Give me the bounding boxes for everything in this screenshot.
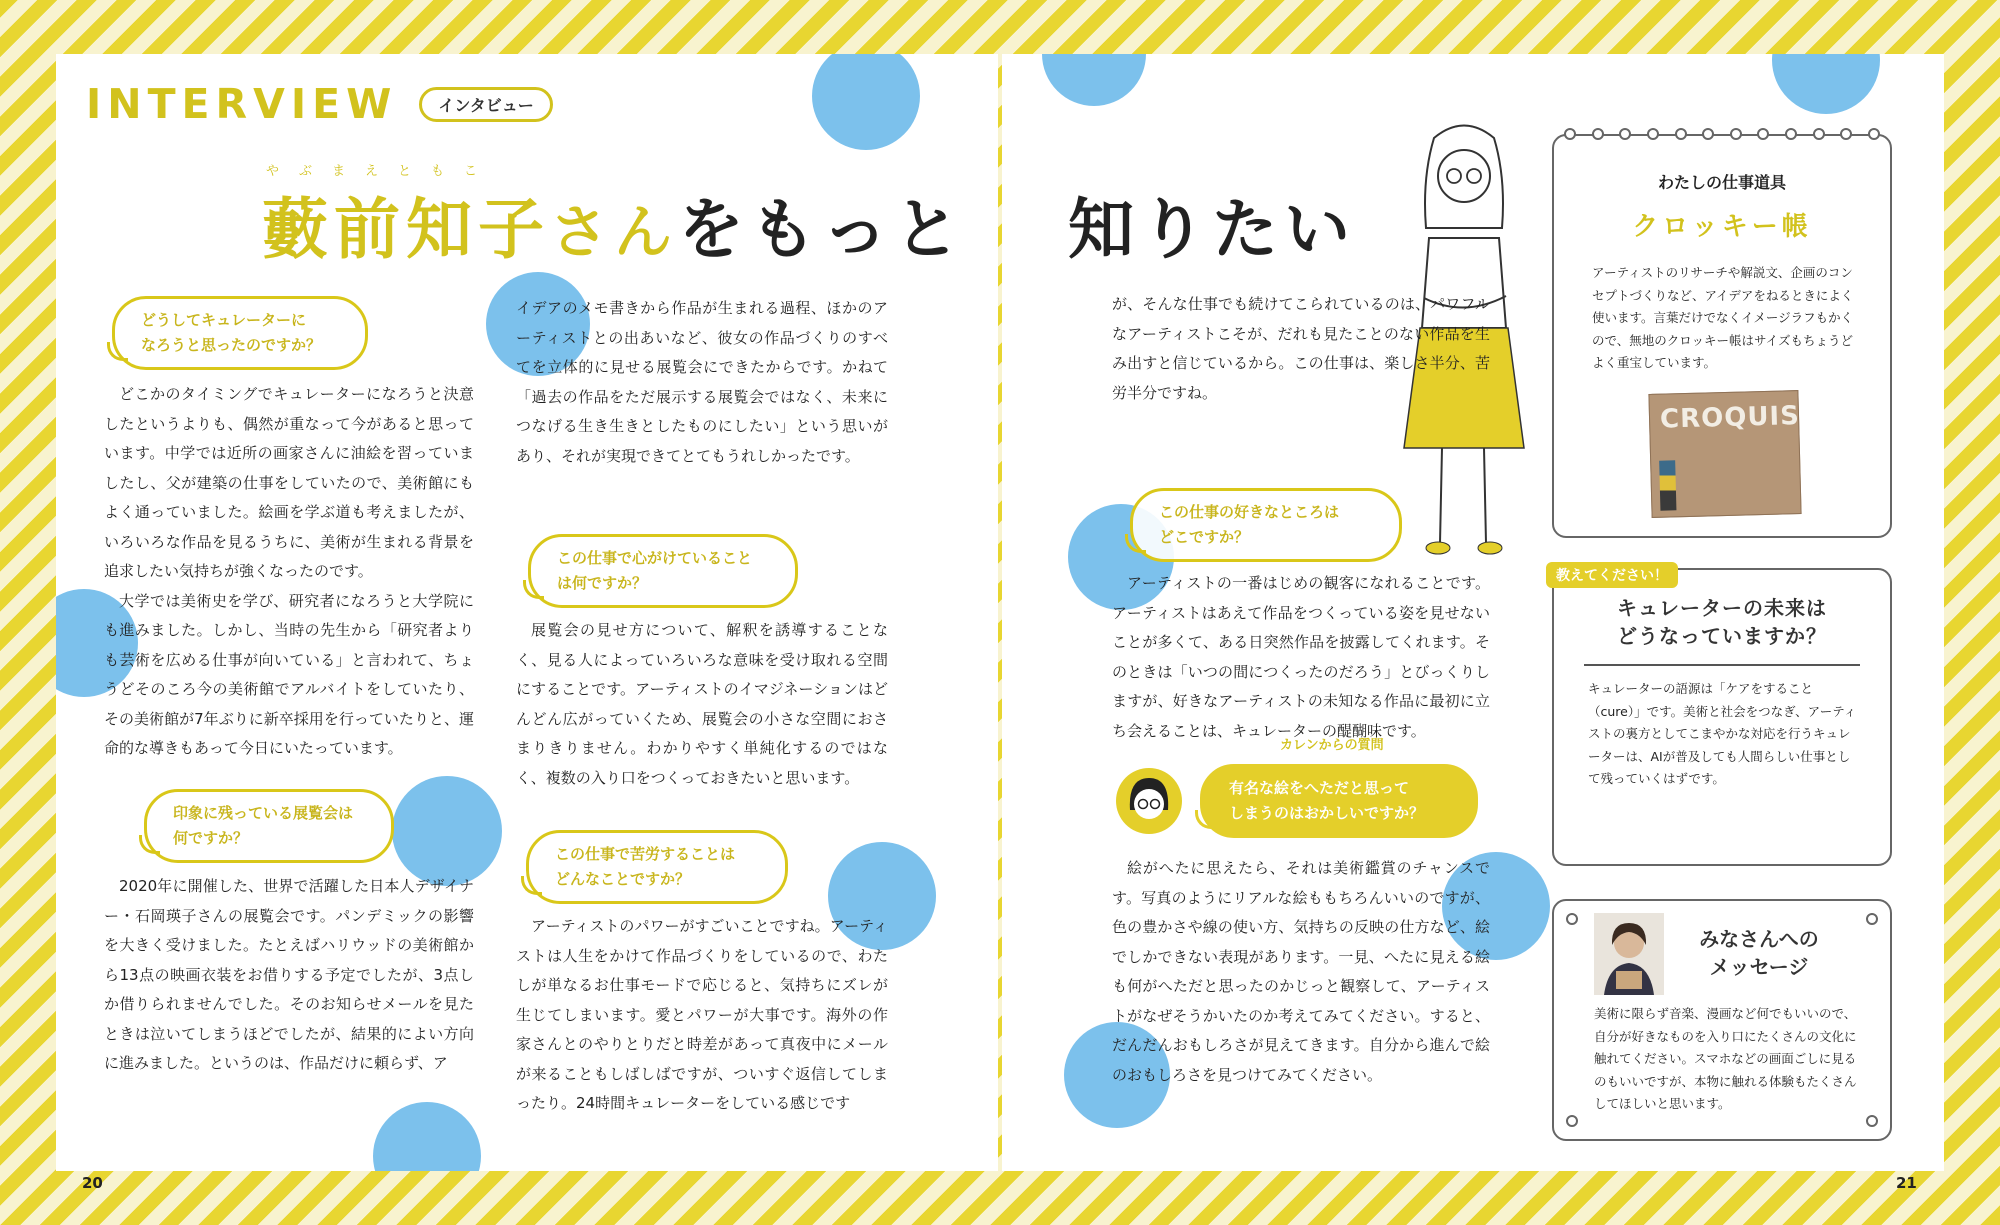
title-rest: をもっと [678, 191, 967, 268]
answer-6: 絵がへたに思えたら、それは美術鑑賞のチャンスです。写真のようにリアルな絵ももちろんいいのですが、色の豊かさや線の使い方、気持ちの反映の仕方など、絵でしかできない表現があります。一見、へたに見える絵も何がへただと思ったのかじっと観察して、アーティストがなぜそうかいたのか考えてみてください。すると、だんだんおもしろさが見えてきます。自分から進んで絵のおもしろさを見つけてみてください。 [1112, 859, 1490, 1084]
title-ruby: やぶまえともこ [266, 164, 498, 179]
tool-box-subtitle: わたしの仕事道具 [1657, 173, 1786, 192]
answer-1: どこかのタイミングでキュレーターになろうと決意したというよりも、偶然が重なって今があると思っています。中学では近所の画家さんに油絵を習っていましたし、父が建築の仕事をしていたので、美術館にもよく通っていました。絵画を学ぶ道も考えましたが、いろいろな作品を見るうちに、美術が生まれる背景を追求したい気持ちが強くなったのです。 大学では美術史を学び、研究者になろうと大学院にも進みました。しかし、当時の先生から「研究者よりも芸術を広める仕事が向いている」と言われて、ちょうどそのころ今の美術館でアルバイトをしていたり、その美術館が7年ぶりに新卒採用を行っていたりと、運命的な導きもあって今日にいたっています。 [104, 385, 474, 757]
croquis-book-image: CROQUIS [1648, 390, 1801, 518]
message-box-title: みなさんへの メッセージ [1699, 927, 1819, 979]
header-label: INTERVIEW [86, 80, 398, 128]
page-title [262, 176, 966, 271]
message-box-text: 美術に限らず音楽、漫画など何でもいいので、自分が好きなものを入り口にたくさんの文化に触れてください。スマホなどの画面ごしに見るのもいいですが、本物に触れる体験もたくさんしてほしいと思います。 [1594, 1006, 1857, 1111]
message-box [1552, 899, 1892, 1141]
page-number-left: 20 [82, 1174, 103, 1192]
tool-box [1552, 134, 1892, 538]
question-bubble-5: この仕事の好きなところは どこですか？ [1130, 488, 1402, 562]
title-san: さん [550, 198, 679, 266]
section-header [86, 80, 553, 128]
title-name: 藪前知子 [262, 191, 550, 268]
decor-dot [373, 1102, 481, 1171]
tool-box-text: アーティストのリサーチや解説文、企画のコンセプトづくりなど、アイデアをねるときによく使います。言葉だけでなくイメージラフもかくので、無地のクロッキー帳はサイズもちょうどよく重宝しています。 [1592, 265, 1854, 370]
answer-5: アーティストの一番はじめの観客になれることです。アーティストはあえて作品をつくっている姿を見せないことが多くて、ある日突然作品を披露してくれます。そのときは「いつの間につくったのだろう」とびっくりしますが、好きなアーティストの未知なる作品に最初に立ち会えることは、キュレーターの醍醐味です。 [1112, 574, 1490, 740]
question-bubble-3: この仕事で心がけていること は何ですか？ [528, 534, 798, 608]
left-page [56, 54, 998, 1171]
answer-2-continued: イデアのメモ書きから作品が生まれる過程、ほかのアーティストとの出あいなど、彼女の作品づくりのすべてを立体的に見せる展覧会にできたからです。かねて「過去の作品をただ展示する展覧会ではなく、未来につなげる生き生きとしたものにしたい」という思いがあり、それが実現できてとてもうれしかったです。 [516, 299, 888, 465]
question-bubble-6: 有名な絵をへただと思って しまうのはおかしいですか？ [1200, 764, 1478, 838]
page-number-right: 21 [1896, 1174, 1917, 1192]
future-box-tag: 教えてください！ [1546, 562, 1678, 588]
right-page [1002, 54, 1944, 1171]
karen-question-label: カレンからの質問 [1280, 738, 1384, 753]
notebook-rings [1564, 128, 1880, 140]
title-continued: 知りたい [1068, 191, 1356, 268]
question-bubble-1: どうしてキュレーターに なろうと思ったのですか？ [112, 296, 368, 370]
answer-3: 展覧会の見せ方について、解釈を誘導することなく、見る人によっていろいろな意味を受け取れる空間にすることです。アーティストのイマジネーションはどんどん広がっていくため、展覧会の小さな空間におさまりきりません。わかりやすく単純化するのではなく、複数の入り口をつくっておきたいと思います。 [516, 621, 888, 787]
curator-photo [1594, 913, 1664, 995]
future-box-text: キュレーターの語源は「ケアをすること（cure）」です。美術と社会をつなぎ、アーティストの裏方としてこまやかな対応を行うキュレーターは、AIが普及しても人間らしい仕事として残っていくはずです。 [1588, 681, 1857, 786]
future-box-title: キュレーターの未来は どうなっていますか？ [1617, 596, 1827, 648]
answer-4: アーティストのパワーがすごいことですね。アーティストは人生をかけて作品づくりをしているので、わたしが単なるお仕事モードで応じると、気持ちにズレが生じてしまいます。愛とパワーが大事です。海外の作家さんとのやりとりだと時差があって真夜中にメールが来ることもしばしばですが、ついすぐ返信してしまったり。24時間キュレーターをしている感じです [516, 917, 888, 1112]
decor-dot [812, 54, 920, 150]
decor-dot [392, 776, 502, 886]
answer-2: 2020年に開催した、世界で活躍した日本人デザイナー・石岡瑛子さんの展覧会です。パンデミックの影響を大きく受けました。たとえばハリウッドの美術館から13点の映画衣装をお借りする予定でしたが、3点しか借りられませんでした。そのお知らせメールを見たときは泣いてしまうほどでしたが、結果的によい方向に進みました。というのは、作品だけに頼らず、ア [104, 877, 474, 1072]
question-bubble-4: この仕事で苦労することは どんなことですか？ [526, 830, 788, 904]
decor-dot [1772, 54, 1880, 114]
future-box [1552, 568, 1892, 866]
decor-dot [1042, 54, 1146, 106]
tool-box-title: クロッキー帳 [1632, 212, 1812, 242]
karen-avatar [1114, 766, 1184, 836]
header-pill: インタビュー [419, 87, 552, 122]
answer-4-continued: が、そんな仕事でも続けてこられているのは、パワフルなアーティストこそが、だれも見たことのない作品を生み出すと信じているから。この仕事は、楽しさ半分、苦労半分ですね。 [1112, 295, 1490, 402]
question-bubble-2: 印象に残っている展覧会は 何ですか？ [144, 789, 394, 863]
